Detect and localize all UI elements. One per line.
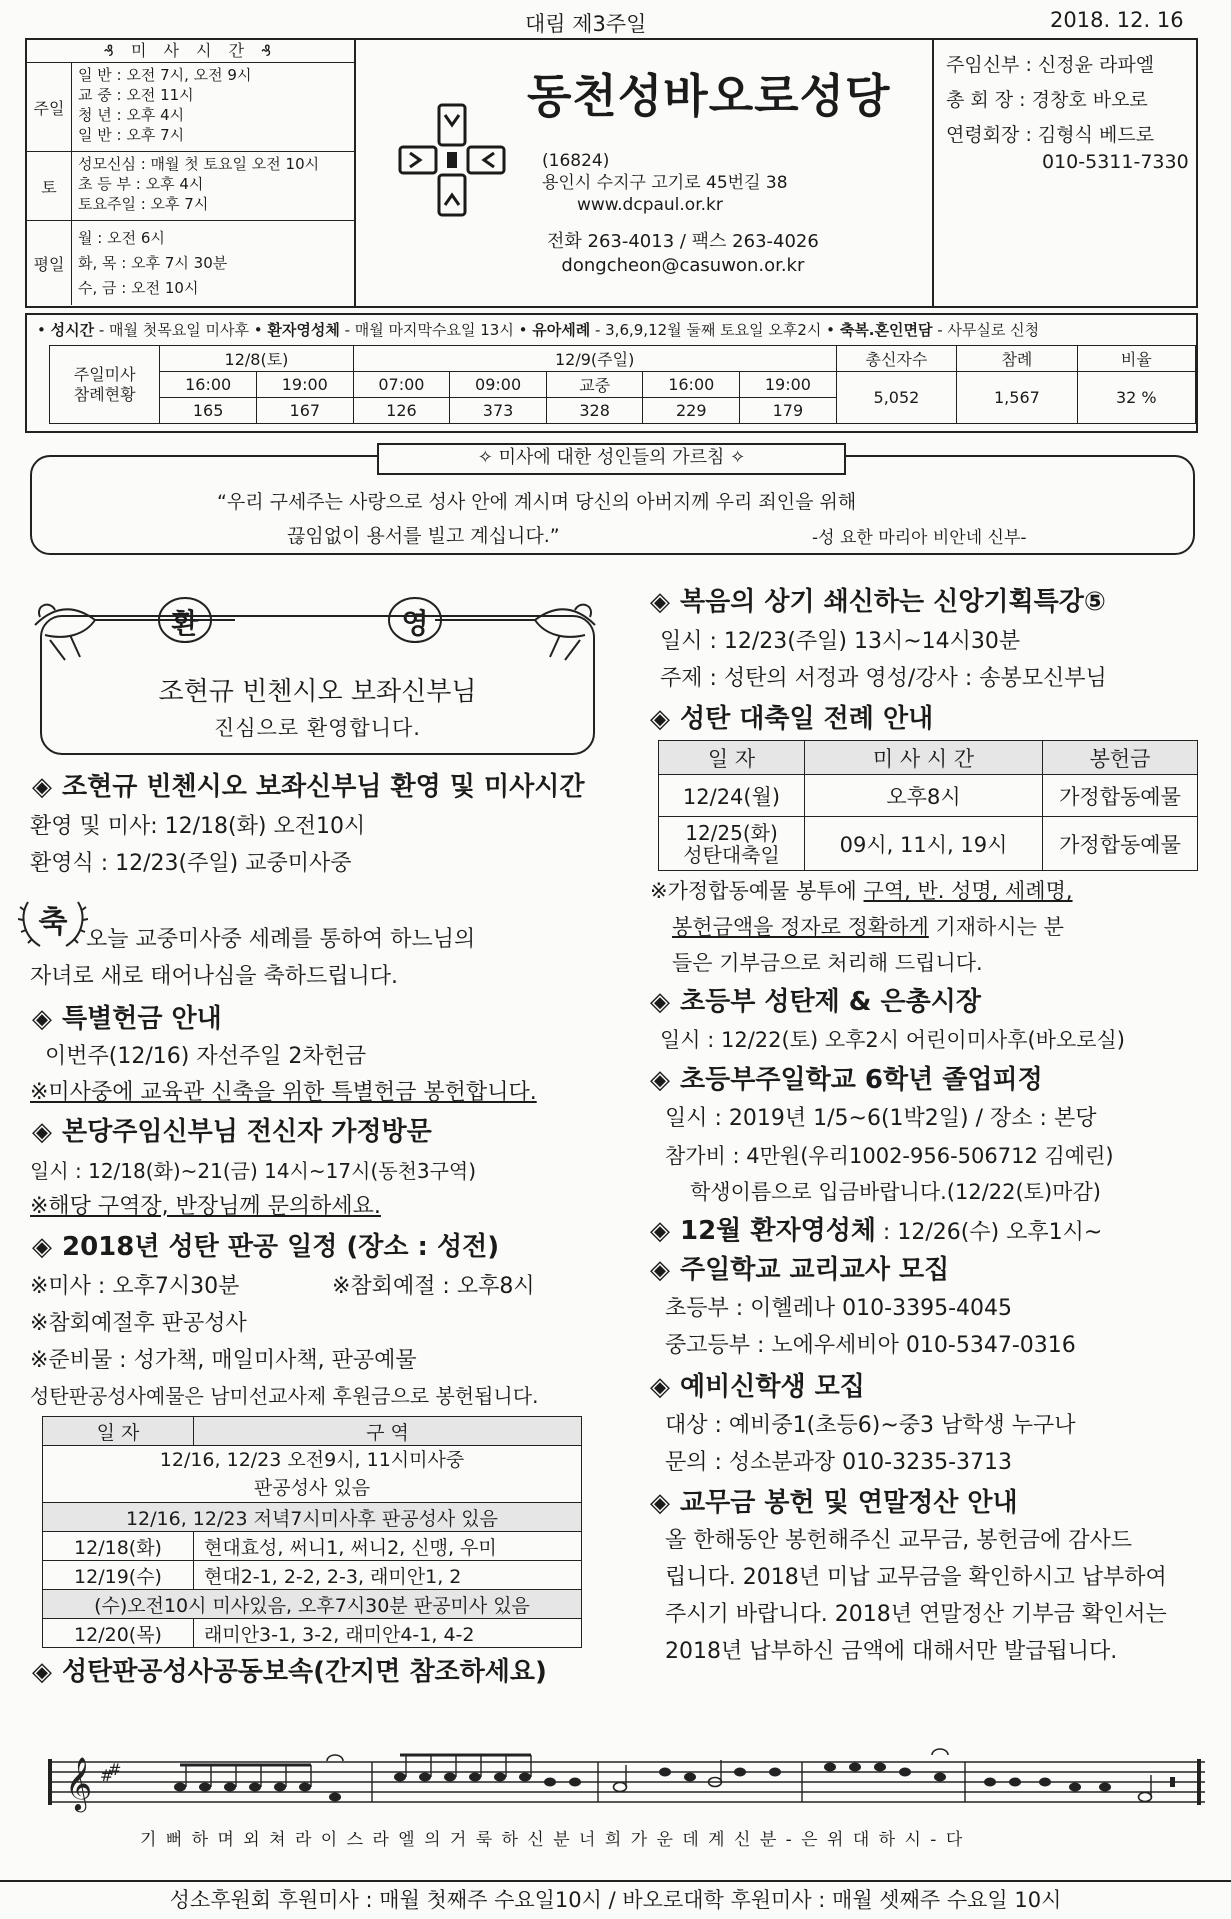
xmas-time: 오후8시 <box>805 775 1043 817</box>
diamond-bullet-icon: ◈ <box>650 704 670 734</box>
text-line: 일시 : 12/18(화)~21(금) 14시~17시(동천3구역) <box>30 1159 477 1183</box>
section-title: 복음의 상기 쇄신하는 신앙기획특강⑤ <box>680 587 1106 617</box>
saints-quote-line: 끊임없이 용서를 빌고 계십니다.” <box>287 525 560 547</box>
section-sick-communion <box>650 1214 1102 1250</box>
text-line: 올 한해동안 봉헌해주신 교무금, 봉헌금에 감사드 <box>665 1528 1133 1553</box>
text-line: ※해당 구역장, 반장님께 문의하세요. <box>30 1194 381 1219</box>
text-line: 문의 : 성소분과장 010-3235-3713 <box>665 1450 1013 1475</box>
section-faith-lecture <box>650 585 1106 619</box>
confession-cell: 12/16, 12/23 저녁7시미사후 판공성사 있음 <box>43 1503 582 1532</box>
email-link[interactable]: dongcheon@casuwon.or.kr <box>561 255 805 276</box>
col-offering: 봉헌금 <box>1043 741 1198 775</box>
note-text: 봉헌금액을 정자로 정확하게 <box>672 915 929 939</box>
text-line: 일시 : 12/23(주일) 13시~14시30분 <box>660 629 1021 654</box>
confession-area: 현대효성, 써니1, 써니2, 신맹, 우미 <box>194 1532 582 1561</box>
hymn-lyrics: 기 뻐 하 며 외 쳐 라 이 스 라 엘 의 거 룩 하 신 분 너 희 가 운 데 계 신 분 - 은 위 대 하 시 - 다 <box>140 1830 965 1850</box>
mass-time-cell: 09:00 <box>450 372 547 398</box>
section-title: 주일학교 교리교사 모집 <box>680 1255 950 1285</box>
xmas-header-row <box>659 741 1198 775</box>
parish-cross-logo-icon <box>397 100 507 220</box>
mass-time-cell: 19:00 <box>256 372 353 398</box>
xmas-row <box>659 775 1198 817</box>
section-kids-christmas <box>650 985 981 1019</box>
mass-time-cell: 16:00 <box>160 372 257 398</box>
sunday-time-line: 일 반 : 오후 7시 <box>78 126 185 144</box>
xmas-date <box>659 817 805 871</box>
xmas-date-line: 12/25(화) <box>685 820 778 845</box>
header-box <box>25 38 1198 308</box>
diamond-bullet-icon: ◈ <box>650 1216 670 1246</box>
ministry-head-phone: 010-5311-7330 <box>1042 151 1189 173</box>
attendance-label-line: 참례현황 <box>73 384 136 404</box>
christmas-mass-table <box>658 740 1198 871</box>
sunday-date: 12/9(주일) <box>353 346 836 372</box>
diamond-bullet-icon: ◈ <box>32 1232 52 1262</box>
confession-area: 래미안3-1, 3-2, 래미안4-1, 4-2 <box>194 1619 582 1648</box>
saturday-time-line: 성모신심 : 매월 첫 토요일 오전 10시 <box>78 155 320 173</box>
diamond-bullet-icon: ◈ <box>650 1255 670 1285</box>
ministry-head: 연령회장 : 김형식 베드로 <box>946 124 1155 146</box>
section-seminarian-recruit <box>650 1370 865 1404</box>
confession-row <box>43 1503 582 1532</box>
text-line: ※미사 : 오후7시30분 <box>30 1274 240 1299</box>
confession-row <box>43 1532 582 1561</box>
note-text: 기재하시는 분 <box>928 915 1064 939</box>
ratio-value: 32 % <box>1077 372 1195 424</box>
svg-text:#: # <box>108 1760 122 1779</box>
svg-text:𝄞: 𝄞 <box>65 1756 93 1810</box>
saturday-date: 12/8(토) <box>160 346 353 372</box>
diamond-bullet-icon: ◈ <box>650 1372 670 1402</box>
confession-text: 12/16, 12/23 오전9시, 11시미사중 <box>159 1449 465 1471</box>
attend-label: 참례 <box>957 346 1077 372</box>
welcome-box <box>40 615 595 755</box>
section-welcome-mass <box>32 770 584 804</box>
confession-row <box>43 1619 582 1648</box>
info-label: 유아세례 <box>532 321 591 339</box>
diamond-bullet-icon: ◈ <box>32 772 52 802</box>
text-line: 참가비 : 4만원(우리1002-956-506712 김예린) <box>665 1144 1114 1168</box>
col-date: 일 자 <box>659 741 805 775</box>
info-line: • 성시간 - 매월 첫목요일 미사후 • 환자영성체 - 매월 마지막수요일 13시 • 유아세례 - 3,6,9,12월 둘째 토요일 오후2시 • 축복.혼인면담 - 사무실로 신청 <box>37 321 1040 339</box>
xmas-date-line: 성탄대축일 <box>683 842 780 867</box>
diamond-bullet-icon: ◈ <box>650 1065 670 1095</box>
text-line: 대상 : 예비중1(초등6)~중3 남학생 누구나 <box>665 1413 1076 1438</box>
mass-time-cell: 교중 <box>546 372 643 398</box>
sunday-label: 주일 <box>27 63 72 151</box>
diamond-bullet-icon: ◈ <box>32 1117 52 1147</box>
mass-times-title: ₰ 미 사 시 간 ₰ <box>27 40 354 63</box>
text-line: 오늘 교중미사중 세례를 통하여 하느님의 <box>86 927 476 952</box>
diamond-bullet-icon: ◈ <box>650 1488 670 1518</box>
address: 용인시 수지구 고기로 45번길 38 <box>542 173 788 193</box>
hymn-staff <box>45 1747 1213 1855</box>
section-title: 본당주임신부님 전신자 가정방문 <box>62 1117 432 1147</box>
congrats-char: 축 <box>38 905 68 940</box>
mass-times-box <box>27 40 356 306</box>
issue-date: 2018. 12. 16 <box>1050 8 1184 32</box>
confession-area: 현대2-1, 2-2, 2-3, 래미안1, 2 <box>194 1561 582 1590</box>
info-label: 환자영성체 <box>267 321 340 339</box>
section-title: 교무금 봉헌 및 연말정산 안내 <box>680 1488 1018 1518</box>
text-line: ※참회예절후 판공성사 <box>30 1311 247 1336</box>
section-title: 성탄판공성사공동보속(간지면 참조하세요) <box>62 1657 547 1687</box>
attendance-row-label <box>50 346 160 424</box>
count-cell: 167 <box>256 398 353 424</box>
weekday-time-line: 월 : 오전 6시 <box>78 229 165 247</box>
parish-block <box>357 40 932 306</box>
count-cell: 165 <box>160 398 257 424</box>
confession-row <box>43 1561 582 1590</box>
ratio-label: 비율 <box>1077 346 1195 372</box>
mass-weekday-row <box>27 221 354 305</box>
parish-name: 동천성바오로성당 <box>527 69 891 123</box>
note-line <box>672 912 1064 942</box>
diamond-bullet-icon: ◈ <box>32 1004 52 1034</box>
xmas-row <box>659 817 1198 871</box>
welcome-char-1: 환 <box>171 607 199 640</box>
count-cell: 373 <box>450 398 547 424</box>
text-line: ※참회예절 : 오후8시 <box>332 1274 535 1299</box>
weekday-times <box>72 221 233 305</box>
text-line: 환영 및 미사: 12/18(화) 오전10시 <box>30 814 366 839</box>
section-title: 2018년 성탄 판공 일정 (장소 : 성전) <box>62 1232 500 1262</box>
confession-cell: (수)오전10시 미사있음, 오후7시30분 판공미사 있음 <box>43 1590 582 1619</box>
section-title: 성탄 대축일 전례 안내 <box>680 704 934 734</box>
section-special-offering <box>32 1002 222 1036</box>
sunday-times <box>72 63 257 151</box>
saturday-time-line: 초 등 부 : 오후 4시 <box>78 175 204 193</box>
diamond-bullet-icon: ◈ <box>650 587 670 617</box>
section-title: 12월 환자영성체 <box>680 1216 876 1246</box>
count-cell: 328 <box>546 398 643 424</box>
confession-row <box>43 1590 582 1619</box>
section-title: 조현규 빈첸시오 보좌신부님 환영 및 미사시간 <box>62 772 585 802</box>
confession-date: 12/20(목) <box>43 1619 194 1648</box>
pastor: 주임신부 : 신정윤 라파엘 <box>946 54 1155 76</box>
footer: 성소후원회 후원미사 : 매월 첫째주 수요일10시 / 바오로대학 후원미사 : 매월 셋째주 수요일 10시 <box>0 1880 1231 1918</box>
col-area: 구 역 <box>194 1417 582 1446</box>
count-cell: 126 <box>353 398 450 424</box>
section-title: 특별헌금 안내 <box>62 1004 222 1034</box>
info-text: - 매월 첫목요일 미사후 • <box>94 321 268 339</box>
saturday-label: 토 <box>27 152 72 220</box>
text-line: 주시기 바랍니다. 2018년 연말정산 기부금 확인서는 <box>665 1602 1167 1627</box>
attendance-header-row <box>50 346 1196 372</box>
count-cell: 229 <box>643 398 740 424</box>
text-line: 립니다. 2018년 미납 교무금을 확인하시고 납부하여 <box>665 1565 1167 1590</box>
diamond-bullet-icon: ◈ <box>32 1657 52 1687</box>
staff-block <box>932 40 1198 306</box>
col-date: 일 자 <box>43 1417 194 1446</box>
text-line: 초등부 : 이헬레나 010-3395-4045 <box>665 1296 1013 1321</box>
section-christmas-liturgy <box>650 702 933 736</box>
text-line: 성탄판공성사예물은 남미선교사제 후원금으로 봉헌됩니다. <box>30 1384 539 1408</box>
confession-header-row <box>43 1417 582 1446</box>
top-line <box>0 8 1231 38</box>
text-line: 일시 : 12/22(토) 오후2시 어린이미사후(바오로실) <box>660 1028 1126 1052</box>
saturday-times <box>72 152 325 220</box>
confession-row <box>43 1446 582 1503</box>
attend-value: 1,567 <box>957 372 1077 424</box>
week-label: 대림 제3주일 <box>525 12 647 36</box>
text-line: 학생이름으로 입금바랍니다.(12/22(토)마감) <box>690 1180 1101 1204</box>
section-graduation-retreat <box>650 1063 1043 1097</box>
confession-date: 12/18(화) <box>43 1532 194 1561</box>
text-line: 자녀로 새로 태어나심을 축하드립니다. <box>30 964 399 989</box>
section-penance <box>32 1655 547 1689</box>
xmas-offering: 가정합동예물 <box>1043 817 1198 871</box>
saints-author: -성 요한 마리아 비안네 신부- <box>812 528 1027 548</box>
attendance-times-row <box>50 372 1196 398</box>
weekday-time-line: 수, 금 : 오전 10시 <box>78 279 199 297</box>
mass-saturday-row <box>27 152 354 221</box>
saints-title: ✧ 미사에 대한 성인들의 가르침 ✧ <box>377 443 846 475</box>
text-line: ※준비물 : 성가책, 매일미사책, 판공예물 <box>30 1348 417 1373</box>
section-inline-text: : 12/26(수) 오후1시~ <box>875 1220 1103 1245</box>
info-text: - 3,6,9,12월 둘째 토요일 오후2시 • <box>590 321 840 339</box>
section-title: 초등부주일학교 6학년 졸업피정 <box>680 1065 1043 1095</box>
music-staff-icon <box>45 1747 1213 1817</box>
mass-time-cell: 16:00 <box>643 372 740 398</box>
attendance-table <box>49 345 1196 424</box>
text-line: 주제 : 성탄의 서정과 영성/강사 : 송봉모신부님 <box>660 666 1107 691</box>
total-label: 총신자수 <box>836 346 956 372</box>
confession-cell <box>43 1446 582 1503</box>
address-block <box>542 150 788 216</box>
xmas-offering: 가정합동예물 <box>1043 775 1198 817</box>
info-label: 성시간 <box>50 321 95 339</box>
text-line: 2018년 납부하신 금액에 대해서만 발급됩니다. <box>665 1639 1118 1664</box>
text-line: 환영식 : 12/23(주일) 교중미사중 <box>30 851 352 876</box>
confession-text: 판공성사 있음 <box>253 1477 371 1499</box>
xmas-time: 09시, 11시, 19시 <box>805 817 1043 871</box>
saturday-time-line: 토요주일 : 오후 7시 <box>78 195 209 213</box>
welcome-name: 조현규 빈첸시오 보좌신부님 <box>158 677 477 707</box>
diamond-bullet-icon: ◈ <box>650 987 670 1017</box>
note-text: 구역, 반. 성명, 세례명, <box>863 879 1073 903</box>
svg-text:#: # <box>100 1766 114 1785</box>
text-line: 이번주(12/16) 자선주일 2차헌금 <box>45 1044 367 1069</box>
section-home-visit <box>32 1115 432 1149</box>
section-dues-tax <box>650 1486 1018 1520</box>
mass-sunday-row <box>27 63 354 152</box>
website-link[interactable]: www.dcpaul.or.kr <box>577 195 723 215</box>
saints-quote-box <box>30 447 1195 555</box>
count-cell: 179 <box>740 398 837 424</box>
mass-time-cell: 07:00 <box>353 372 450 398</box>
saints-quote-line: “우리 구세주는 사랑으로 성사 안에 계시며 당신의 아버지께 우리 죄인을 위해 <box>217 491 857 513</box>
section-title: 초등부 성탄제 & 은총시장 <box>680 987 981 1017</box>
mass-time-cell: 19:00 <box>740 372 837 398</box>
info-text: - 매월 마지막수요일 13시 • <box>339 321 533 339</box>
xmas-date: 12/24(월) <box>659 775 805 817</box>
note-line <box>650 876 1073 906</box>
total-value: 5,052 <box>836 372 956 424</box>
weekday-label: 평일 <box>27 221 72 305</box>
welcome-message: 진심으로 환영합니다. <box>214 716 421 740</box>
section-catechist-recruit <box>650 1253 949 1287</box>
sunday-time-line: 청 년 : 오후 4시 <box>78 106 185 124</box>
council-president: 총 회 장 : 경창호 바오로 <box>946 89 1148 111</box>
info-box <box>25 313 1198 433</box>
sunday-time-line: 교 중 : 오전 11시 <box>78 86 194 104</box>
postal-code: (16824) <box>542 151 610 171</box>
note-line: 들은 기부금으로 처리해 드립니다. <box>672 951 983 975</box>
text-line: 중고등부 : 노에우세비아 010-5347-0316 <box>665 1333 1076 1358</box>
confession-date: 12/19(수) <box>43 1561 194 1590</box>
phone-fax: 전화 263-4013 / 팩스 263-4026 <box>547 231 819 252</box>
col-time: 미 사 시 간 <box>805 741 1043 775</box>
attendance-label-line: 주일미사 <box>73 364 136 384</box>
sunday-time-line: 일 반 : 오전 7시, 오전 9시 <box>78 66 252 84</box>
weekday-time-line: 화, 목 : 오후 7시 30분 <box>78 254 228 272</box>
confession-table <box>42 1416 582 1648</box>
section-confession-schedule <box>32 1230 499 1264</box>
contact-block <box>547 230 819 278</box>
welcome-char-2: 영 <box>401 607 429 640</box>
info-label: 축복.혼인면담 <box>839 321 933 339</box>
text-line: 일시 : 2019년 1/5~6(1박2일) / 장소 : 본당 <box>665 1106 1097 1131</box>
info-text: - 사무실로 신청 <box>932 321 1040 339</box>
note-text: ※가정합동예물 봉투에 <box>650 879 864 903</box>
text-line: ※미사중에 교육관 신축을 위한 특별헌금 봉헌합니다. <box>30 1080 537 1105</box>
section-title: 예비신학생 모집 <box>680 1372 865 1402</box>
